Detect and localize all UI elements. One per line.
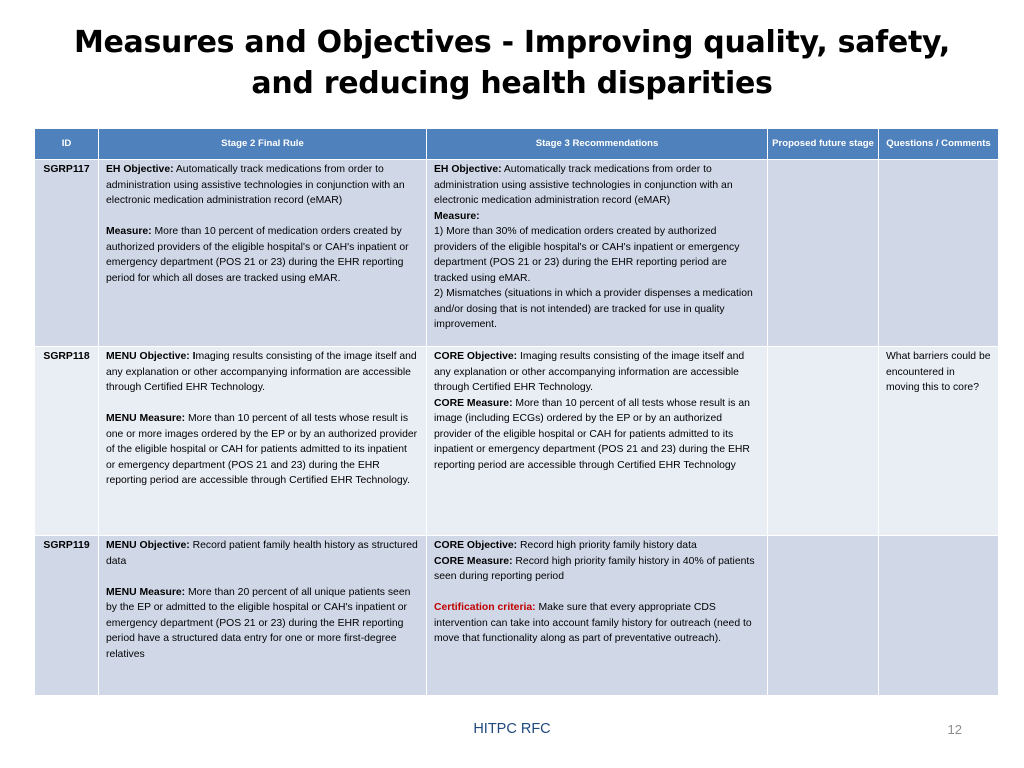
- header-id: ID: [35, 129, 99, 160]
- objective-label: EH Objective:: [106, 164, 174, 175]
- header-stage2: Stage 2 Final Rule: [99, 129, 427, 160]
- table-row: [35, 347, 999, 536]
- objective-text: Record patient family health history as structured data: [106, 540, 418, 567]
- measure-text: More than 10 percent of all tests whose result is one or more images ordered by the EP or by an authorized provider of the eligible hospital or CAH for patients admitted to its inpatient or emergency department (POS 21 and 23) during the EHR reporting period are accessible through Certified EHR Technology.: [106, 413, 418, 486]
- certification-text: Make sure that every appropriate CDS intervention can take into account family history for outreach (need to move that functionality along as part of preventative outreach).: [434, 602, 752, 644]
- page-number: 12: [947, 722, 962, 737]
- measure-label: Measure:: [106, 226, 152, 237]
- row-id: SGRP117: [35, 160, 99, 347]
- objective-text: Automatically track medications from order to administration using assistive technologies in conjunction with an electronic medication administration record (eMAR): [106, 164, 405, 206]
- objective-label: MENU Objective:: [106, 540, 190, 551]
- stage3-cell: [427, 347, 768, 536]
- measures-table: [34, 128, 999, 696]
- row-id: SGRP118: [35, 347, 99, 536]
- stage2-cell: [99, 347, 427, 536]
- future-cell: [768, 160, 879, 347]
- stage3-cell: [427, 536, 768, 696]
- table-row: [35, 160, 999, 347]
- table-header-row: [35, 129, 999, 160]
- objective-label: CORE Objective:: [434, 351, 518, 362]
- measure-label: Measure:: [434, 210, 480, 222]
- comments-cell: [879, 536, 999, 696]
- measure-label: CORE Measure:: [434, 397, 513, 409]
- measure-label: MENU Measure:: [106, 586, 186, 598]
- measure-text: More than 10 percent of all tests whose result is an image (including ECGs) ordered by the EP or by an authorized provider of the eligible hospital or CAH for patients admitted to its inpatient or emergency department (POS 21 and 23) during the EHR reporting period are accessible through Certified EHR Technology: [434, 397, 750, 471]
- header-comments: Questions / Comments: [879, 129, 999, 160]
- slide-footer: HITPC RFC: [473, 721, 551, 737]
- future-cell: [768, 347, 879, 536]
- header-future: Proposed future stage: [768, 129, 879, 160]
- measure-item: 2) Mismatches (situations in which a provider dispenses a medication and/or dosing that is not intended) are tracked for use in quality improvement.: [434, 288, 753, 330]
- objective-text: Automatically track medications from order to administration using assistive technologies in conjunction with an electronic medication administration record (eMAR): [434, 164, 733, 206]
- comments-cell: What barriers could be encountered in moving this to core?: [879, 347, 999, 536]
- comments-cell: [879, 160, 999, 347]
- future-cell: [768, 536, 879, 696]
- measure-label: CORE Measure:: [434, 555, 513, 567]
- objective-label: CORE Objective:: [434, 540, 518, 551]
- measure-item: 1) More than 30% of medication orders created by authorized providers of the eligible hospital's or CAH's inpatient or emergency department (POS 21 or 23) during the EHR reporting period are tracked using eMAR.: [434, 226, 740, 284]
- measure-label: MENU Measure:: [106, 413, 186, 424]
- stage2-cell: [99, 160, 427, 347]
- stage3-cell: [427, 160, 768, 347]
- header-stage3: Stage 3 Recommendations: [427, 129, 768, 160]
- measure-text: More than 10 percent of medication orders created by authorized providers of the eligible hospital's or CAH's inpatient or emergency department (POS 21 or 23) during the EHR reporting period for which all doses are tracked using eMAR.: [106, 226, 409, 284]
- certification-label: Certification criteria:: [434, 602, 536, 613]
- row-id: SGRP119: [35, 536, 99, 696]
- objective-text: Imaging results consisting of the image itself and any explanation or other accompanying information are accessible through Certified EHR Technology.: [434, 351, 745, 393]
- slide-title: Measures and Objectives - Improving quality, safety, and reducing health disparities: [73, 25, 951, 101]
- table-row: [35, 536, 999, 696]
- objective-text: Record high priority family history data: [517, 540, 697, 551]
- measure-text: More than 20 percent of all unique patients seen by the EP or admitted to the eligible hospital or CAH's inpatient or emergency department (POS 21 or 23) during the EHR reporting period have a structured data entry for one or more first-degree relatives: [106, 586, 411, 660]
- measure-text: Record high priority family history in 40% of patients seen during reporting period: [434, 555, 755, 582]
- objective-label: EH Objective:: [434, 164, 502, 175]
- stage2-cell: [99, 536, 427, 696]
- objective-text: maging results consisting of the image itself and any explanation or other accompanying information are accessible through Certified EHR Technology.: [106, 351, 417, 393]
- objective-label: MENU Objective: I: [106, 351, 196, 362]
